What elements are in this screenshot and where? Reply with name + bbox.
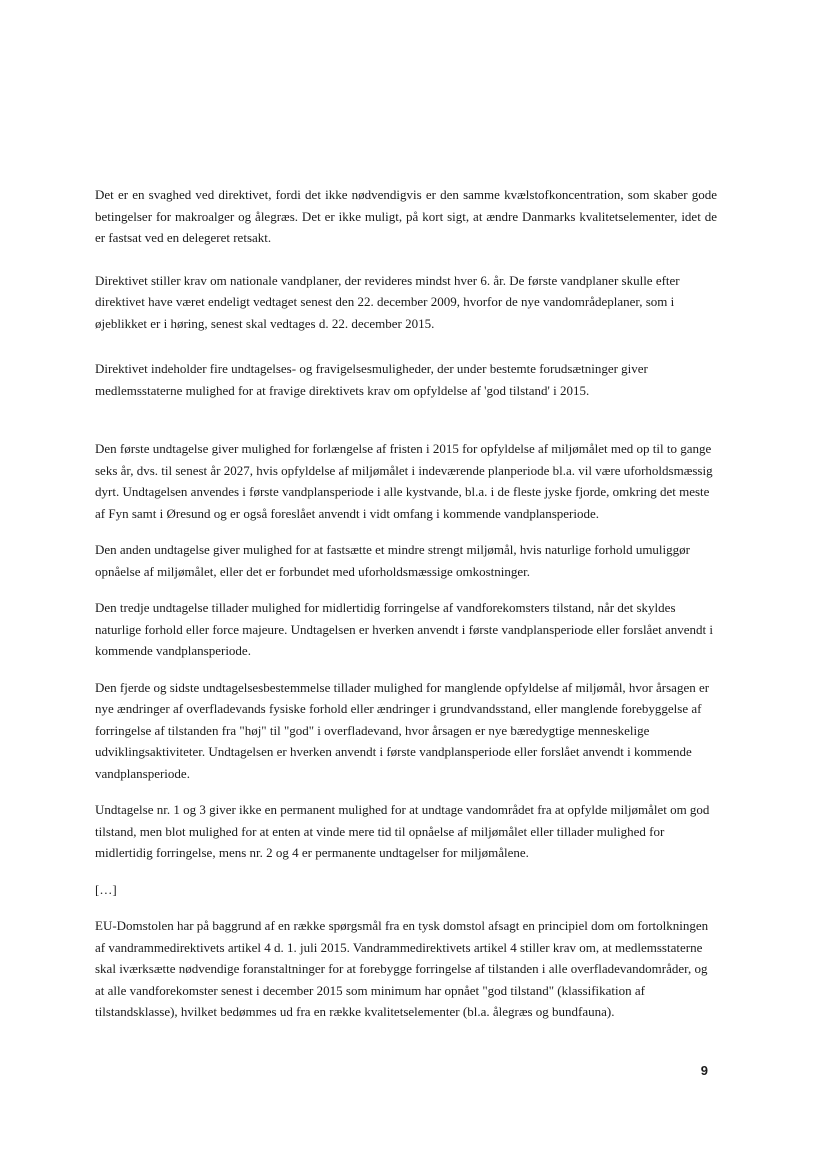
- paragraph-first-exception: Den første undtagelse giver mulighed for forlængelse af fristen i 2015 for opfyldelse af miljømålet med op til to gange seks år, dvs. til senest år 2027, hvis opfyldelse af miljømålet i indeværende planperiode bl.a. vil være uforholdsmæssig dyrt. Undtagelsen anvendes i første vandplansperiode i alle kystvande, bl.a. i de fleste jyske fjorde, omkring det meste af Fyn samt i Øresund og er også foreslået anvendt i vidt omfang i kommende vandplansperiode.: [95, 441, 713, 521]
- paragraph-exceptions-summary: Undtagelse nr. 1 og 3 giver ikke en permanent mulighed for at undtage vandområdet fra at opfylde miljømålet om god tilstand, men blot mulighed for at enten at vinde mere tid til opnåelse af miljømålet eller tillader mulighed for midlertidig forringelse, mens nr. 2 og 4 er permanente undtagelser for miljømålene.: [95, 802, 710, 860]
- document-body: [95, 184, 717, 1023]
- paragraph-exceptions-intro: Direktivet indeholder fire undtagelses- og fravigelsesmuligheder, der under bestemte forudsætninger giver medlemsstaterne mulighed for at fravige direktivets krav om opfyldelse af 'god tilstand' i 2015.: [95, 361, 648, 398]
- paragraph-water-plans: Direktivet stiller krav om nationale vandplaner, der revideres mindst hver 6. år. De første vandplaner skulle efter direktivet have været endeligt vedtaget senest den 22. december 2009, hvorfor de nye vandområdeplaner, som i øjeblikket er i høring, senest skal vedtages d. 22. december 2015.: [95, 272, 680, 331]
- paragraph-eu-court: EU-Domstolen har på baggrund af en række spørgsmål fra en tysk domstol afsagt en principiel dom om fortolkningen af vandrammedirektivets artikel 4 d. 1. juli 2015. Vandrammedirektivets artikel 4 stiller krav om, at medlemsstaterne skal iværksætte nødvendige foranstaltninger for at forebygge forringelse af tilstanden i alle overfladevandområder, og at alle vandforekomster senest i december 2015 som minimum har opnået "god tilstand" (klassifikation af tilstandsklasse), hvilket bedømmes ud fra en række kvalitetselementer (bl.a. ålegræs og bundfauna).: [95, 918, 709, 1019]
- paragraph-omission: […]: [95, 881, 117, 897]
- paragraph-fourth-exception: Den fjerde og sidste undtagelsesbestemmelse tillader mulighed for manglende opfyldelse af miljømål, hvor årsagen er nye ændringer af overfladevands fysiske forhold eller ændringer i grundvandsstand, eller manglende forebyggelse af forringelse af tilstanden fra "høj" til "god" i overfladevand, hvor årsagen er nye bæredygtige menneskelige udviklingsaktiviteter. Undtagelsen er hverken anvendt i første vandplansperiode eller forslået anvendt i kommende vandplansperiode.: [95, 679, 710, 781]
- paragraph-second-exception: Den anden undtagelse giver mulighed for at fastsætte et mindre strengt miljømål, hvis naturlige forhold umuliggør opnåelse af miljømålet, eller det er forbundet med uforholdsmæssige omkostninger.: [95, 542, 690, 579]
- paragraph-weakness: Det er en svaghed ved direktivet, fordi det ikke nødvendigvis er den samme kvælstofkoncentration, som skaber gode betingelser for makroalger og ålegræs. Det er ikke muligt, på kort sigt, at ændre Danmarks kvalitetselementer, idet de er fastsat ved en delegeret retsakt.: [95, 187, 717, 245]
- page-number: 9: [700, 1063, 708, 1078]
- paragraph-third-exception: Den tredje undtagelse tillader mulighed for midlertidig forringelse af vandforekomsters tilstand, når det skyldes naturlige forhold eller force majeure. Undtagelsen er hverken anvendt i første vandplansperiode eller forslået anvendt i kommende vandplansperiode.: [95, 600, 713, 658]
